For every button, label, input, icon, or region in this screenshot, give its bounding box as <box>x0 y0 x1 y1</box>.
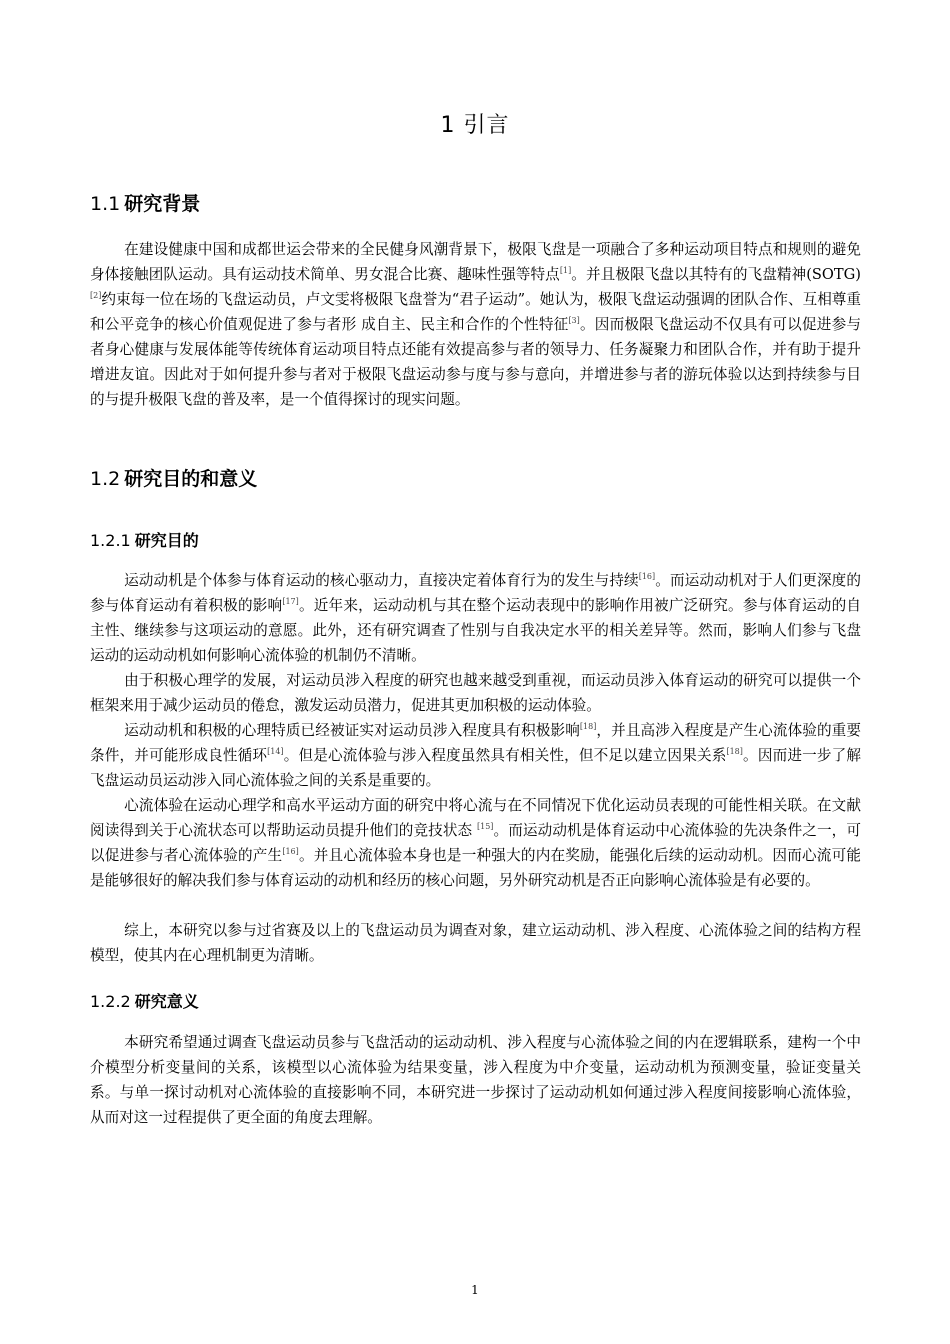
paragraph-text: 在建设健康中国和成都世运会带来的全民健身风潮背景下，极限飞盘是一项融合了多种运动项目特点和规则的避免身体接触团队运动。具有运动技术简单、男女混合比赛、趣味性强等特点 <box>90 241 861 283</box>
subsection-title: 研究目的 <box>134 531 199 550</box>
paragraph-text: ，并且高涉入程度是产生心流体验的重要条件，并可能形成良性循环 <box>90 722 861 764</box>
citation: [2] <box>90 291 102 300</box>
paragraph-text: 约束每一位在场的飞盘运动员，卢文雯将极限飞盘誉为“君子运动”。她认为，极限飞盘运动强调的团队合作、互相尊重和公平竞争的核心价值观促进了参与者形 成自主、民主和合作的个性特征 <box>90 291 861 333</box>
section-title: 研究背景 <box>124 193 201 215</box>
paragraph-text: 。并且极限飞盘以其特有的飞盘精神(SOTG) <box>571 266 861 283</box>
citation: [14] <box>267 747 284 756</box>
citation: [16] <box>282 847 299 856</box>
paragraph-text: 。因而极限飞盘运动不仅具有可以促进参与者身心健康与发展体能等传统体育运动项目特点还能有效提高参与者的领导力、任务凝聚力和团队合作，并有助于提升增进友谊。因此对于如何提升参与者对于极限飞盘运动参与度与参与意向，并增进参与者的游玩体验以达到持续参与目的与提升极限飞盘的普及率，是一个值得探讨的现实问题。 <box>90 316 861 408</box>
subsection-heading-1-2-1 <box>90 528 199 551</box>
paragraph-text: 心流体验在运动心理学和高水平运动方面的研究中将心流与在不同情况下优化运动员表现的可能性相关联。在文献阅读得到关于心流状态可以帮助运动员提升他们的竞技状态 <box>90 797 861 839</box>
citation: [1] <box>559 266 572 275</box>
section-title: 研究目的和意义 <box>124 468 258 490</box>
citation: [18] <box>726 747 743 756</box>
paragraph-background <box>90 237 861 412</box>
paragraph-text: 综上，本研究以参与过省赛及以上的飞盘运动员为调查对象，建立运动动机、涉入程度、心流体验之间的结构方程模型，使其内在心理机制更为清晰。 <box>90 922 861 964</box>
paragraph-text: 。而运动动机对于人们更深度的参与体育运动有着积极的影响 <box>90 572 861 614</box>
paragraph-purpose-2 <box>90 668 861 718</box>
paragraph-text: 本研究希望通过调查飞盘运动员参与飞盘活动的运动动机、涉入程度与心流体验之间的内在逻辑联系，建构一个中介模型分析变量间的关系，该模型以心流体验为结果变量，涉入程度为中介变量，运动动机为预测变量，验证变量关系。与单一探讨动机对心流体验的直接影响不同，本研究进一步探讨了运动动机如何通过涉入程度间接影响心流体验，从而对这一过程提供了更全面的角度去理解。 <box>90 1034 861 1126</box>
paragraph-text: 。但是心流体验与涉入程度虽然具有相关性，但不足以建立因果关系 <box>283 747 727 764</box>
section-number: 1.2 <box>90 468 121 490</box>
paragraph-purpose-3 <box>90 718 861 793</box>
section-number: 1.1 <box>90 193 121 215</box>
paragraph-text: 。近年来，运动动机与其在整个运动表现中的影响作用被广泛研究。参与体育运动的自主性、继续参与这项运动的意愿。此外，还有研究调查了性别与自我决定水平的相关差异等。然而，影响人们参与飞盘运动的运动动机如何影响心流体验的机制仍不清晰。 <box>90 597 861 664</box>
chapter-title: 1 引言 <box>440 113 510 138</box>
page-number: 1 <box>471 1283 479 1297</box>
paragraph-text: 运动动机是个体参与体育运动的核心驱动力，直接决定着体育行为的发生与持续 <box>124 572 639 589</box>
citation: [18] <box>579 722 597 731</box>
section-heading-1-2 <box>90 464 257 491</box>
subsection-number: 1.2.1 <box>90 531 131 550</box>
paragraph-purpose-1 <box>90 568 861 668</box>
paragraph-text: 由于积极心理学的发展，对运动员涉入程度的研究也越来越受到重视，而运动员涉入体育运动的研究可以提供一个框架来用于减少运动员的倦怠，激发运动员潜力，促进其更加积极的运动体验。 <box>90 672 861 714</box>
paragraph-text: 。因而进一步了解飞盘运动员运动涉入同心流体验之间的关系是重要的。 <box>90 747 861 789</box>
subsection-heading-1-2-2 <box>90 989 199 1012</box>
paragraph-text: 。而运动动机是体育运动中心流体验的先决条件之一，可以促进参与者心流体验的产生 <box>90 822 861 864</box>
paragraph-purpose-5 <box>90 918 861 968</box>
section-heading-1-1 <box>90 189 200 216</box>
paragraph-text: 。并且心流体验本身也是一种强大的内在奖励，能强化后续的运动动机。因而心流可能是能够很好的解决我们参与体育运动的动机和经历的核心问题，另外研究动机是否正向影响心流体验是有必要的。 <box>90 847 861 889</box>
paragraph-text: 运动动机和积极的心理特质已经被证实对运动员涉入程度具有积极影响 <box>124 722 580 739</box>
citation: [16] <box>638 572 656 581</box>
citation: [15] <box>477 822 494 831</box>
subsection-number: 1.2.2 <box>90 992 131 1011</box>
paragraph-purpose-4 <box>90 793 861 893</box>
citation: [17] <box>282 597 299 606</box>
paragraph-significance <box>90 1030 861 1130</box>
subsection-title: 研究意义 <box>134 992 199 1011</box>
citation: [3] <box>568 316 580 325</box>
